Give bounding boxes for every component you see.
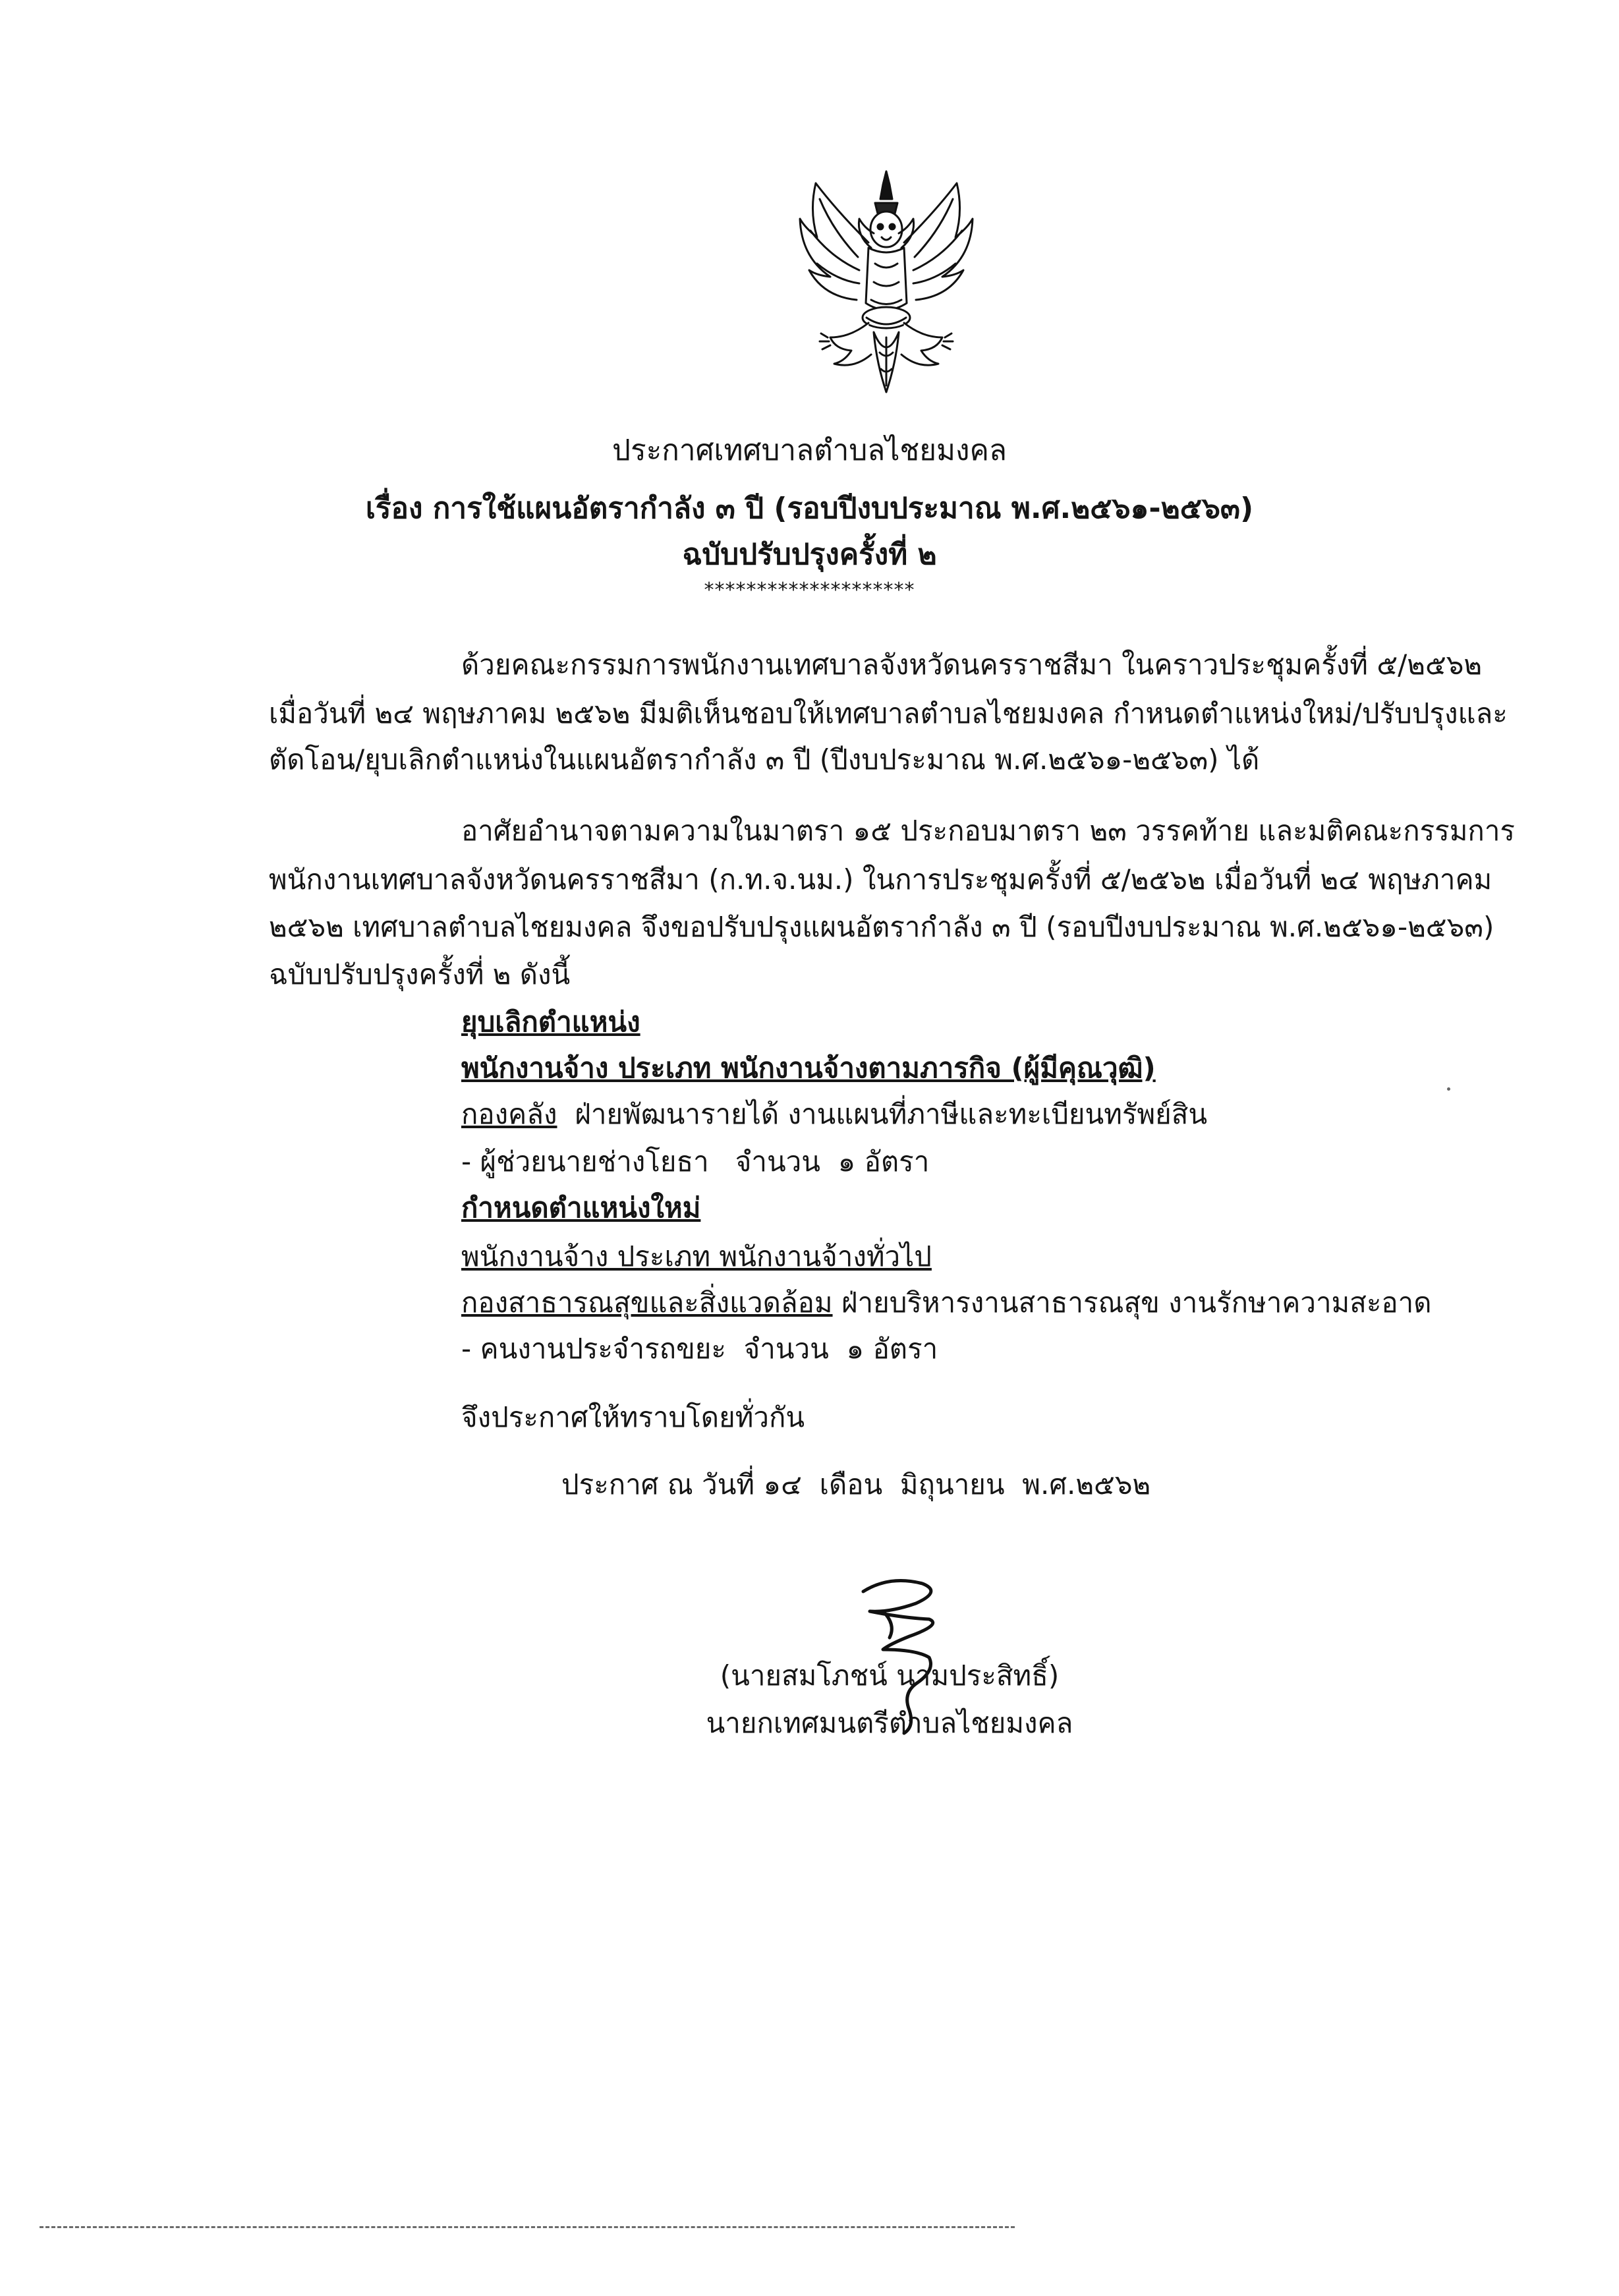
scan-edge-line [40,2226,1015,2228]
announcement-subject: เรื่อง การใช้แผนอัตรากำลัง ๓ ปี (รอบปีงบประมาณ พ.ศ.๒๕๖๑-๒๕๖๓) [365,492,1254,525]
new-position-item: - คนงานประจำรถขยะ จำนวน ๑ อัตรา [461,1333,938,1365]
signatory-position: นายกเทศมนตรีตำบลไชยมงคล [706,1707,1073,1739]
announcement-title: ประกาศเทศบาลตำบลไชยมงคล [612,434,1007,467]
abolish-employee-type: พนักงานจ้าง ประเภท พนักงานจ้างตามภารกิจ (ผู้มีคุณวุฒิ) [461,1052,1156,1084]
header-separator: ******************** [704,579,915,602]
para1-line-3: ตัดโอน/ยุบเลิกตำแหน่งในแผนอัตรากำลัง ๓ ปี (ปีงบประมาณ พ.ศ.๒๕๖๑-๒๕๖๓) ได้ [269,743,1260,776]
garuda-emblem-icon [791,165,982,399]
para1-line-1: ด้วยคณะกรรมการพนักงานเทศบาลจังหวัดนครราชสีมา ในคราวประชุมครั้งที่ ๕/๒๕๖๒ [461,648,1483,681]
para2-line-4: ฉบับปรับปรุงครั้งที่ ๒ ดังนี้ [269,958,571,990]
abolish-division-detail: ฝ่ายพัฒนารายได้ งานแผนที่ภาษีและทะเบียนทรัพย์สิน [557,1098,1208,1130]
new-position-division: กองสาธารณสุขและสิ่งแวดล้อม [461,1286,833,1319]
announcement-date: ประกาศ ณ วันที่ ๑๔ เดือน มิถุนายน พ.ศ.๒๕๖๒ [561,1468,1151,1501]
para2-line-1: อาศัยอำนาจตามความในมาตรา ๑๕ ประกอบมาตรา ๒๓ วรรคท้าย และมติคณะกรรมการ [461,815,1515,847]
para2-line-2: พนักงานเทศบาลจังหวัดนครราชสีมา (ก.ท.จ.นม.) ในการประชุมครั้งที่ ๕/๒๕๖๒ เมื่อวันที่ ๒๔ พฤษภาคม [269,863,1492,896]
abolish-division: กองคลัง [461,1098,557,1130]
para2-line-3: ๒๕๖๒ เทศบาลตำบลไชยมงคล จึงขอปรับปรุงแผนอัตรากำลัง ๓ ปี (รอบปีงบประมาณ พ.ศ.๒๕๖๑-๒๕๖๓) [269,911,1494,943]
para1-line-2: เมื่อวันที่ ๒๔ พฤษภาคม ๒๕๖๒ มีมติเห็นชอบให้เทศบาลตำบลไชยมงคล กำหนดตำแหน่งใหม่/ปรับปรุงและ [269,697,1508,730]
abolish-item: - ผู้ช่วยนายช่างโยธา จำนวน ๑ อัตรา [461,1145,930,1178]
new-position-division-line [461,1286,1432,1319]
closing-statement: จึงประกาศให้ทราบโดยทั่วกัน [461,1401,805,1433]
new-position-division-detail: ฝ่ายบริหารงานสาธารณสุข งานรักษาความสะอาด [832,1286,1432,1319]
abolish-division-line [461,1098,1208,1130]
scan-speck [1447,1087,1450,1091]
new-position-heading: กำหนดตำแหน่งใหม่ [461,1191,701,1224]
announcement-revision: ฉบับปรับปรุงครั้งที่ ๒ [682,538,937,571]
new-position-employee-type: พนักงานจ้าง ประเภท พนักงานจ้างทั่วไป [461,1240,932,1273]
abolish-heading: ยุบเลิกตำแหน่ง [461,1006,640,1038]
signatory-name: (นายสมโภชน์ นามประสิทธิ์) [720,1659,1060,1692]
